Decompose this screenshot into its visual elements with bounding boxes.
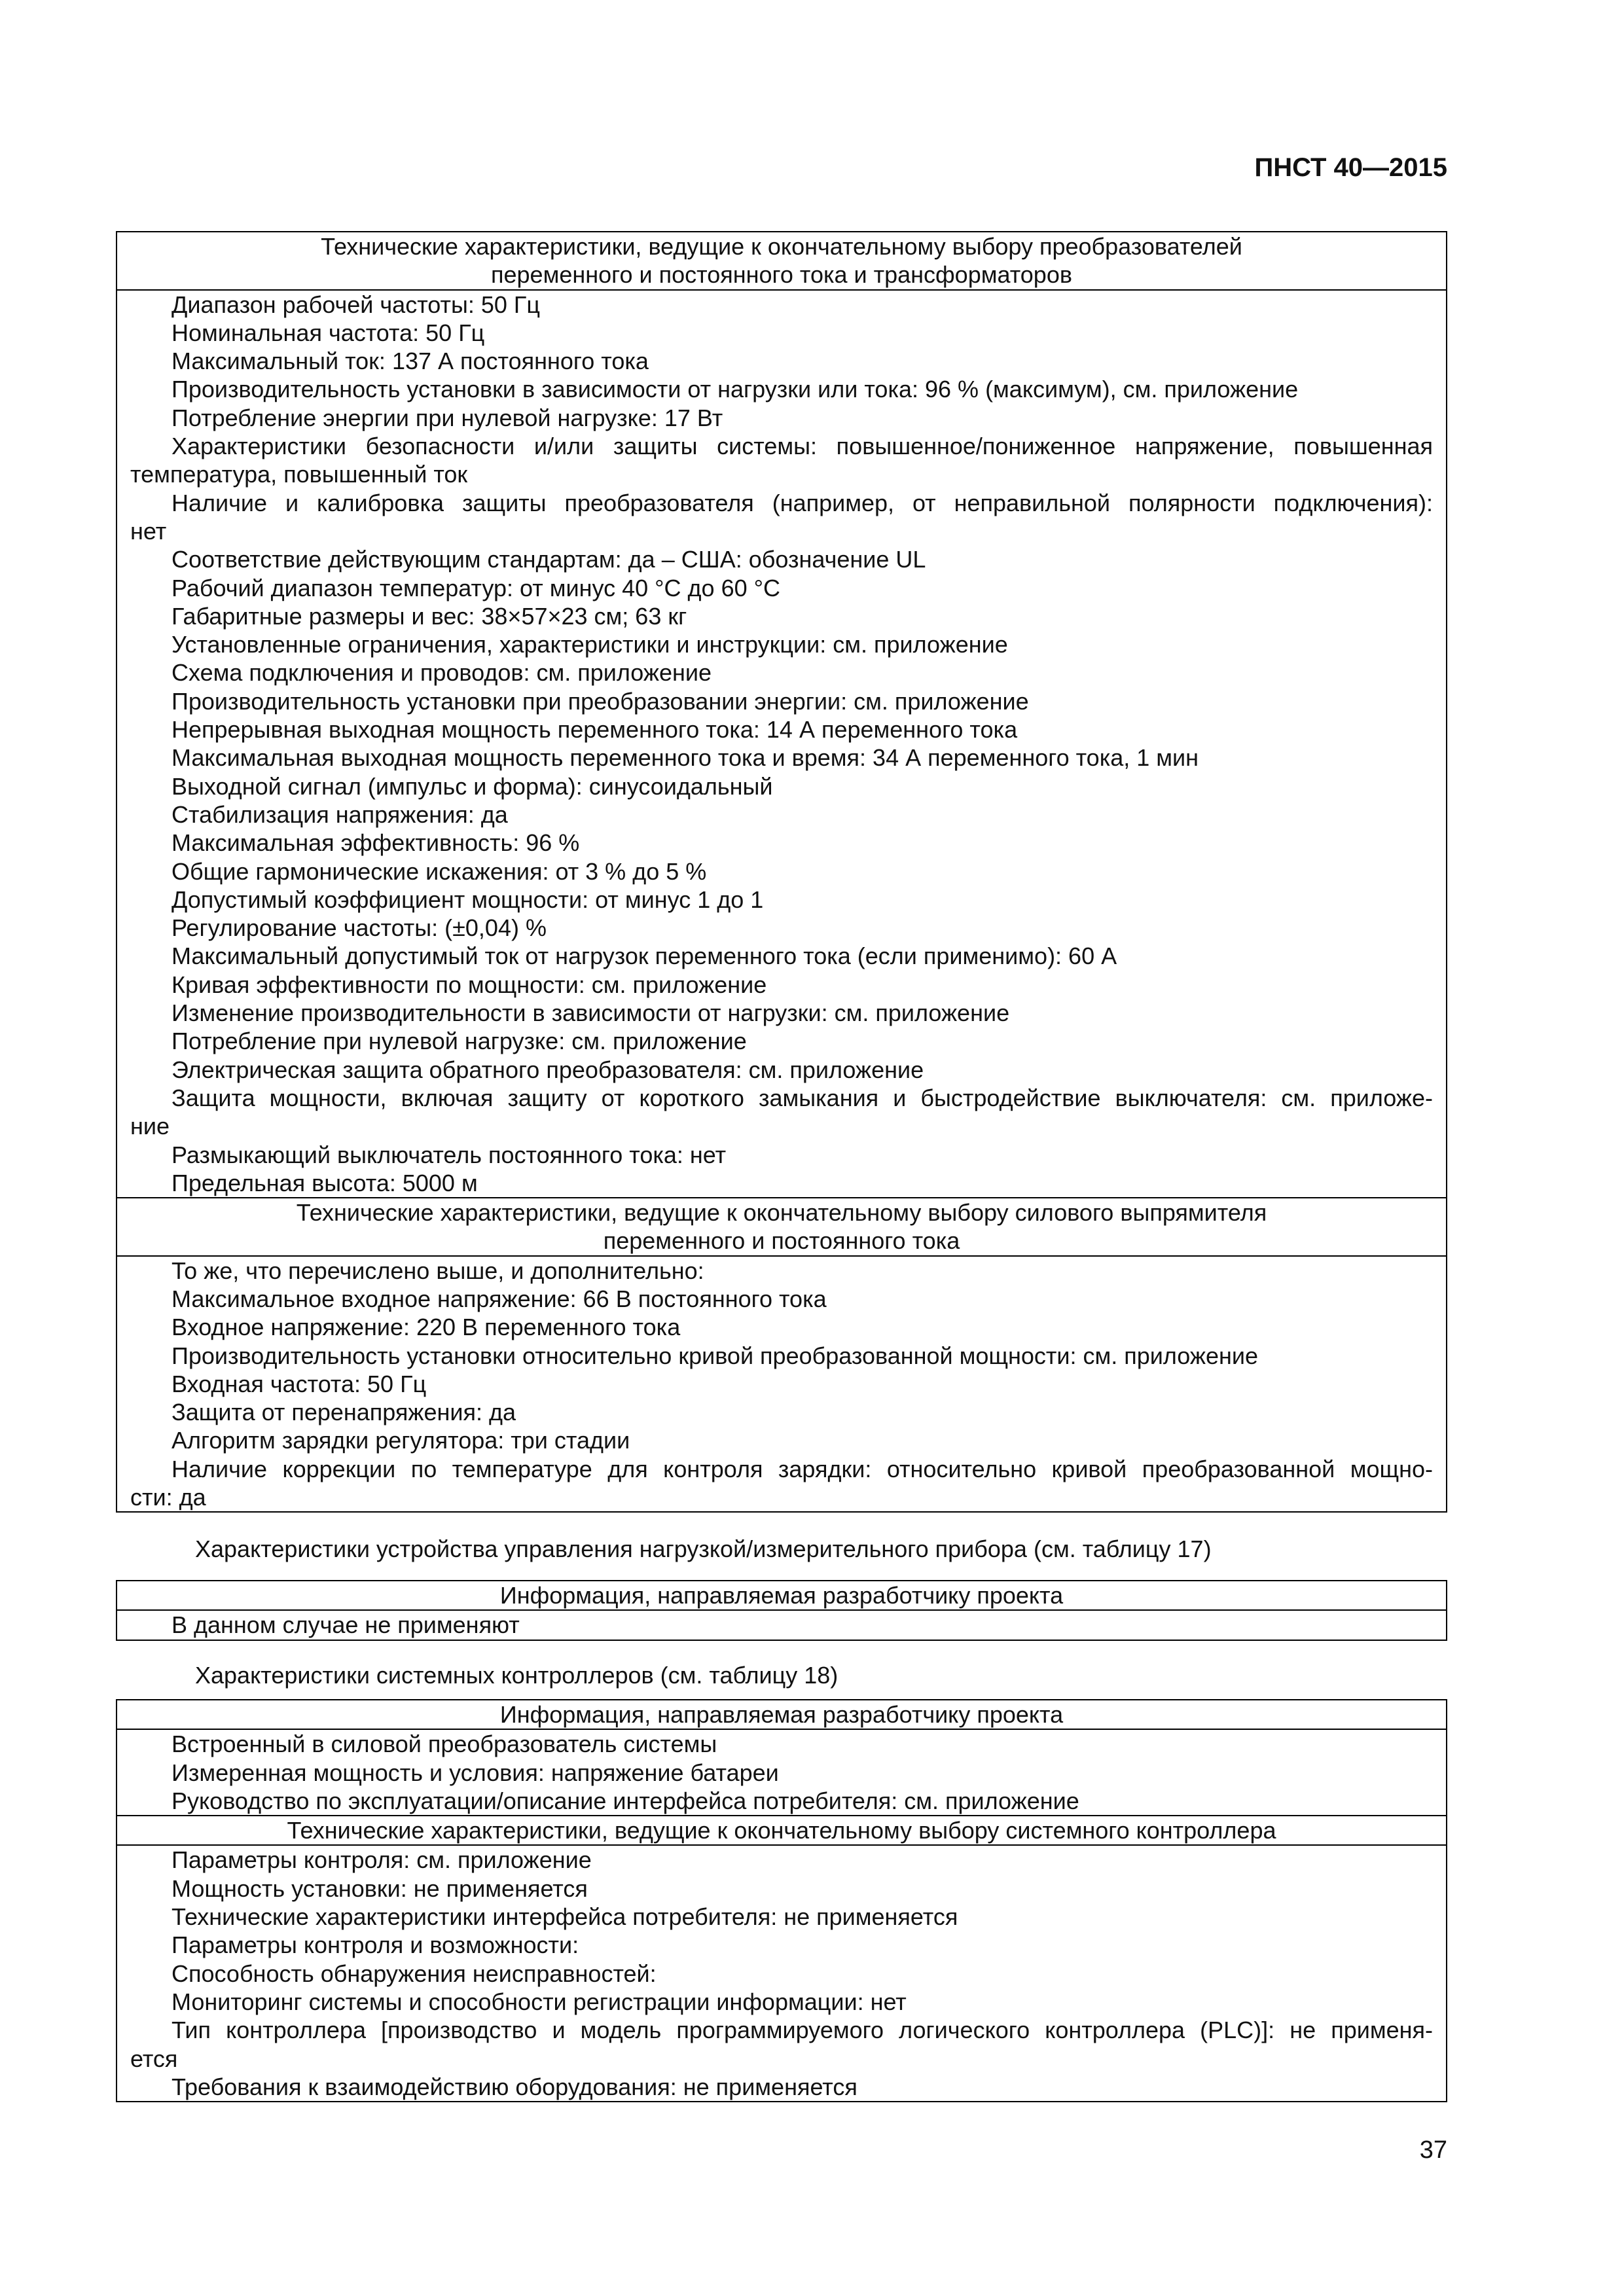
list-item: Входная частота: 50 Гц — [171, 1370, 427, 1397]
list-item: То же, что перечислено выше, и дополнительно: — [171, 1257, 704, 1284]
list-item: Мониторинг системы и способности регистрации информации: нет — [171, 1988, 907, 2015]
list-item: Тип контроллера [производство и модель программируемого логического контроллера (PLC)]: не применя- — [171, 2017, 1433, 2044]
list-item-continuation: сти: да — [130, 1484, 206, 1511]
list-item: Защита от перенапряжения: да — [171, 1399, 516, 1426]
list-item: Руководство по эксплуатации/описание интерфейса потребителя: см. приложение — [171, 1787, 1079, 1814]
list-item: Способность обнаружения неисправностей: — [171, 1960, 657, 1987]
table-subheader: Технические характеристики, ведущие к окончательному выбору системного контроллера — [117, 1815, 1446, 1844]
list-item: Входное напряжение: 220 В переменного тока — [171, 1314, 681, 1341]
list-item: Максимальное входное напряжение: 66 В постоянного тока — [171, 1285, 827, 1312]
list-item: Изменение производительности в зависимости от нагрузки: см. приложение — [171, 999, 1010, 1027]
header-line: Технические характеристики, ведущие к окончательному выбору преобразователей — [321, 233, 1242, 260]
table-body — [117, 1729, 1446, 1815]
list-item: Схема подключения и проводов: см. приложение — [171, 659, 712, 687]
list-item: Максимальный допустимый ток от нагрузок переменного тока (если применимо): 60 А — [171, 942, 1117, 970]
document-code: ПНСТ 40—2015 — [1254, 153, 1447, 182]
list-item: Общие гармонические искажения: от 3 % до 5 % — [171, 857, 707, 885]
header-line: переменного и постоянного тока — [603, 1227, 960, 1255]
list-item: Регулирование частоты: (±0,04) % — [171, 914, 547, 942]
list-item: Мощность установки: не применяется — [171, 1874, 588, 1902]
list-item: Производительность установки относительно кривой преобразованной мощности: см. приложение — [171, 1342, 1259, 1369]
list-item-continuation: температура, повышенный ток — [130, 461, 468, 488]
list-item: Технические характеристики интерфейса потребителя: не применяется — [171, 1903, 958, 1931]
table-caption: Характеристики системных контроллеров (см. таблицу 18) — [195, 1662, 839, 1689]
load-controller-table — [116, 1580, 1447, 1641]
list-item: Размыкающий выключатель постоянного тока: нет — [171, 1141, 727, 1168]
list-item: Встроенный в силовой преобразователь системы — [171, 1731, 717, 1758]
table-body — [117, 1844, 1446, 2101]
list-item: Электрическая защита обратного преобразователя: см. приложение — [171, 1056, 924, 1083]
list-item-continuation: ется — [130, 2045, 178, 2072]
table-header: Информация, направляемая разработчику проекта — [499, 1582, 1064, 1609]
list-item: Параметры контроля: см. приложение — [171, 1846, 592, 1874]
table-caption: Характеристики устройства управления нагрузкой/измерительного прибора (см. таблицу 17) — [195, 1535, 1212, 1562]
list-item: Измеренная мощность и условия: напряжение батареи — [171, 1759, 779, 1786]
list-item: Максимальная выходная мощность переменного тока и время: 34 А переменного тока, 1 мин — [171, 744, 1199, 772]
list-item: Алгоритм зарядки регулятора: три стадии — [171, 1427, 630, 1454]
list-item: Непрерывная выходная мощность переменного тока: 14 А переменного тока — [171, 716, 1018, 744]
list-item: Выходной сигнал (импульс и форма): синусоидальный — [171, 772, 773, 800]
list-item: Производительность установки в зависимости от нагрузки или тока: 96 % (максимум), см. приложение — [171, 376, 1299, 403]
list-item: Максимальная эффективность: 96 % — [171, 829, 580, 857]
list-item: Защита мощности, включая защиту от короткого замыкания и быстродействие выключателя: см. приложе- — [171, 1084, 1433, 1111]
list-item: Номинальная частота: 50 Гц — [171, 319, 485, 346]
list-item: Характеристики безопасности и/или защиты системы: повышенное/пониженное напряжение, повышенная — [171, 433, 1433, 460]
list-item: Параметры контроля и возможности: — [171, 1931, 579, 1959]
page-number: 37 — [1419, 2136, 1447, 2164]
converter-characteristics-table — [116, 231, 1447, 1513]
table-header — [117, 232, 1446, 289]
system-controller-table — [116, 1699, 1447, 2102]
table-body — [117, 289, 1446, 1198]
list-item: Стабилизация напряжения: да — [171, 800, 508, 828]
list-item: Кривая эффективности по мощности: см. приложение — [171, 971, 767, 998]
list-item: Соответствие действующим стандартам: да – США: обозначение UL — [171, 546, 926, 573]
list-item: Диапазон рабочей частоты: 50 Гц — [171, 291, 541, 318]
list-item: Потребление энергии при нулевой нагрузке: 17 Вт — [171, 404, 723, 431]
list-item: Требования к взаимодействию оборудования: не применяется — [171, 2073, 857, 2100]
table-subheader — [117, 1197, 1446, 1255]
list-item: Производительность установки при преобразовании энергии: см. приложение — [171, 687, 1029, 715]
list-item-continuation: ние — [130, 1113, 170, 1140]
list-item: Допустимый коэффициент мощности: от минус 1 до 1 — [171, 886, 764, 913]
list-item: Наличие и калибровка защиты преобразователя (например, от неправильной полярности подключения): — [171, 489, 1433, 516]
header-line: Технические характеристики, ведущие к окончательному выбору силового выпрямителя — [296, 1199, 1267, 1227]
list-item: Габаритные размеры и вес: 38×57×23 см; 63 кг — [171, 602, 687, 630]
list-item: Предельная высота: 5000 м — [171, 1169, 478, 1196]
list-item: Максимальный ток: 137 А постоянного тока — [171, 348, 649, 375]
table-body — [117, 1255, 1446, 1512]
list-item: Потребление при нулевой нагрузке: см. приложение — [171, 1028, 747, 1055]
table-body — [117, 1609, 1446, 1639]
list-item: В данном случае не применяют — [171, 1611, 520, 1639]
list-item: Наличие коррекции по температуре для контроля зарядки: относительно кривой преобразованной мощно- — [171, 1455, 1433, 1482]
list-item: Установленные ограничения, характеристики и инструкции: см. приложение — [171, 631, 1008, 658]
header-line: переменного и постоянного тока и трансформаторов — [491, 261, 1072, 289]
list-item: Рабочий диапазон температур: от минус 40 °С до 60 °С — [171, 574, 781, 601]
table-header: Информация, направляемая разработчику проекта — [499, 1701, 1064, 1728]
list-item-continuation: нет — [130, 517, 167, 545]
